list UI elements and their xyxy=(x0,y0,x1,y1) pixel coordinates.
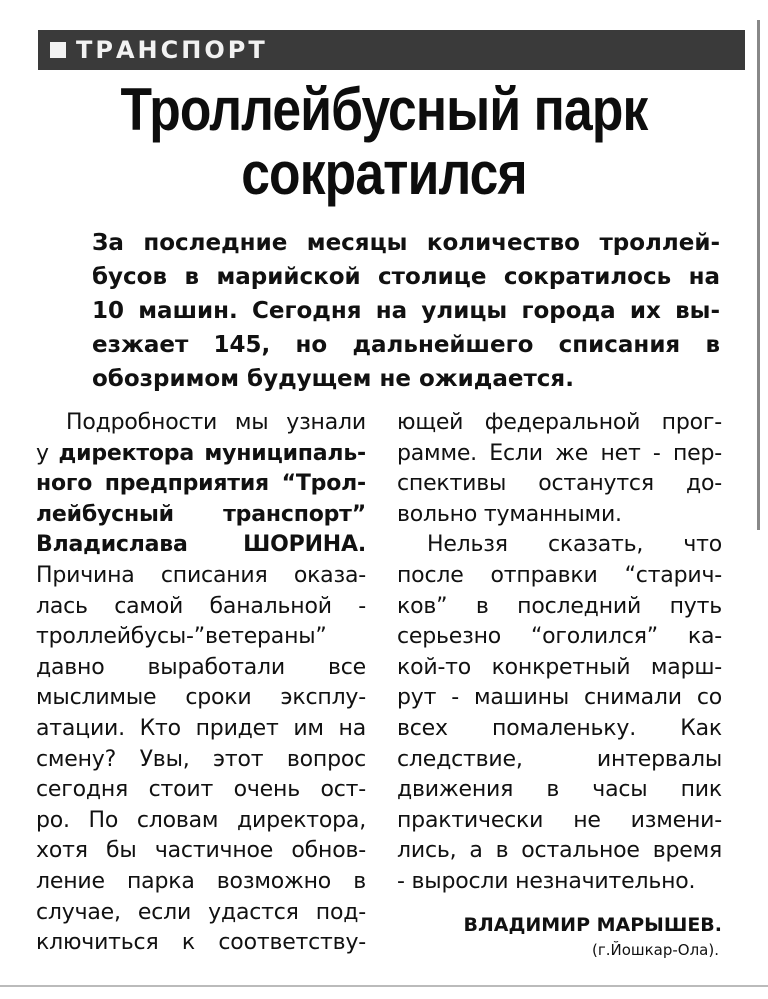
lead-line: бусов в марийской столице сократилось на xyxy=(92,264,720,290)
rubric-square-icon xyxy=(50,42,66,58)
body-line: ро. По словам директора, xyxy=(36,807,366,833)
body-line: вольно туманными. xyxy=(397,501,622,527)
headline-line-2: сократился xyxy=(241,140,527,207)
body-line: ков” в последний путь xyxy=(397,593,722,619)
headline-line-1: Троллейбусный парк xyxy=(120,76,648,143)
headline xyxy=(54,78,714,206)
body-column-left xyxy=(36,408,366,959)
body-line: ление парка возможно в xyxy=(36,868,366,894)
body-line: ющей федеральной прог- xyxy=(397,410,722,435)
body-line: Причина списания оказа- xyxy=(36,562,366,588)
rubric-label: ТРАНСПОРТ xyxy=(76,36,268,64)
body-line: рут - машины снимали со xyxy=(397,685,722,711)
body-line: Нельзя сказать, что xyxy=(427,532,722,558)
body-line: троллейбусы-”ветераны” xyxy=(36,624,327,650)
bottom-rule xyxy=(0,985,768,987)
lead-paragraph xyxy=(92,226,720,396)
author-place: (г.Йошкар-Ола). xyxy=(591,941,719,959)
body-line: случае, если удастся под- xyxy=(36,899,366,925)
body-line-prefix: у xyxy=(36,440,49,466)
body-line: - выросли незначительно. xyxy=(397,868,696,894)
body-line: серьезно “оголился” ка- xyxy=(397,624,722,650)
body-line: следствие, интервалы xyxy=(397,746,722,772)
lead-line: За последние месяцы количество троллей- xyxy=(92,230,720,256)
body-line-bold: директора муниципаль- xyxy=(58,440,366,466)
body-line: практически не измени- xyxy=(397,807,722,833)
page-edge-line xyxy=(757,20,760,530)
body-line: кой-то конкретный марш- xyxy=(397,654,722,680)
body-line: смену? Увы, этот вопрос xyxy=(36,746,366,772)
body-line: рамме. Если же нет - пер- xyxy=(397,440,722,466)
body-line: лись, а в остальное время xyxy=(397,838,722,864)
body-line: хотя бы частичное обнов- xyxy=(36,838,366,864)
body-line: атации. Кто придет им на xyxy=(36,715,366,741)
body-line: сегодня стоит очень ост- xyxy=(36,777,366,803)
body-line: ключиться к соответству- xyxy=(36,930,366,956)
body-line: движения в часы пик xyxy=(397,777,722,803)
rubric-bar xyxy=(38,30,745,70)
body-line: лейбусный транспорт” xyxy=(36,501,366,527)
body-line: Владислава ШОРИНА. xyxy=(36,532,366,558)
lead-line: обозримом будущем не ожидается. xyxy=(92,366,574,392)
body-line: лась самой банальной - xyxy=(36,593,366,619)
body-line: Подробности мы узнали xyxy=(66,410,366,435)
body-line: спективы останутся до- xyxy=(397,471,722,497)
body-column-right xyxy=(397,408,722,898)
lead-line: 10 машин. Сегодня на улицы города их вы- xyxy=(92,298,720,324)
lead-line: езжает 145, но дальнейшего списания в xyxy=(92,332,720,358)
body-line: после отправки “старич- xyxy=(397,562,722,588)
author-signature: ВЛАДИМИР МАРЫШЕВ. xyxy=(463,914,722,936)
body-line: мыслимые сроки эксплу- xyxy=(36,685,366,711)
body-line: давно выработали все xyxy=(36,654,366,680)
body-line: всех помаленьку. Как xyxy=(397,715,722,741)
body-line: ного предприятия “Трол- xyxy=(36,471,366,497)
body-line xyxy=(36,439,366,470)
